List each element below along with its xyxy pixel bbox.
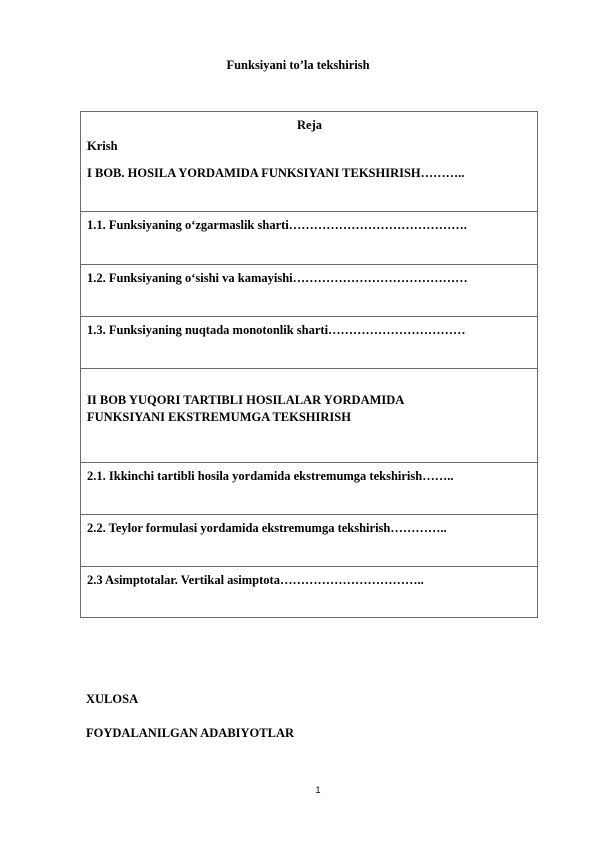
- toc-item-1-3: 1.3. Funksiyaning nuqtada monotonlik sharti……………………………: [81, 316, 537, 368]
- chapter-2-heading: [81, 368, 537, 462]
- references-heading: FOYDALANILGAN ADABIYOTLAR: [86, 726, 295, 740]
- intro-entry: Krish: [87, 139, 118, 153]
- chapter-2-heading-line-1: II BOB YUQORI TARTIBLI HOSILALAR YORDAMIDA: [87, 393, 405, 407]
- toc-item-2-1: 2.1. Ikkinchi tartibli hosila yordamida ekstremumga tekshirish……..: [81, 462, 537, 514]
- conclusion-heading: XULOSA: [86, 692, 139, 706]
- chapter-1-heading: I BOB. HOSILA YORDAMIDA FUNKSIYANI TEKSHIRISH………..: [87, 166, 465, 180]
- table-of-contents: [80, 111, 538, 618]
- toc-item-2-3: 2.3 Asimptotalar. Vertikal asimptota……………………………..: [81, 566, 537, 617]
- page-number: 1: [315, 785, 321, 795]
- toc-header-row: [81, 112, 537, 211]
- chapter-2-heading-line-2: FUNKSIYANI EKSTREMUMGA TEKSHIRISH: [87, 410, 351, 424]
- plan-heading: Reja: [297, 118, 322, 132]
- toc-item-1-1: 1.1. Funksiyaning o‘zgarmaslik sharti…………………………………….: [81, 211, 537, 264]
- toc-item-2-2: 2.2. Teylor formulasi yordamida ekstremumga tekshirish…………..: [81, 514, 537, 566]
- page-title: Funksiyani to’la tekshirish: [226, 58, 370, 72]
- toc-item-1-2: 1.2. Funksiyaning o‘sishi va kamayishi……………………………………: [81, 264, 537, 316]
